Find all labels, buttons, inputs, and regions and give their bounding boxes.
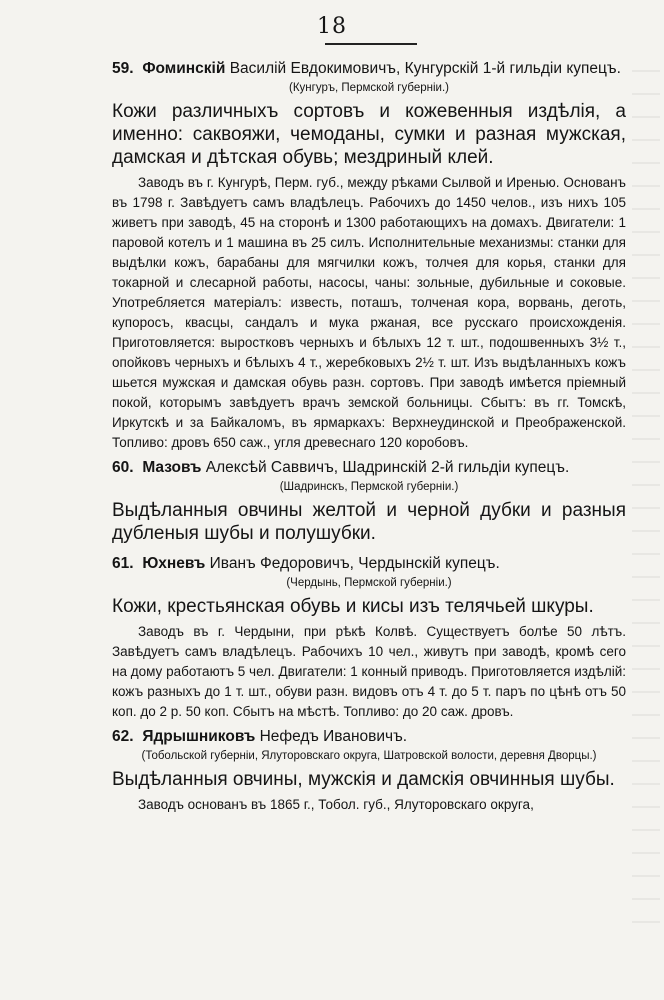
entry-surname: Фоминскій (142, 60, 226, 77)
entry-heading (112, 457, 626, 478)
entry-locality: (Чердынь, Пермской губерніи.) (286, 577, 452, 589)
entry-heading (112, 58, 626, 79)
entry-number: 60. (112, 459, 134, 476)
page-number: 18 (317, 14, 347, 39)
entry-surname: Юхневъ (142, 555, 206, 572)
entry-surname: Ядрышниковъ (142, 728, 256, 745)
entry-heading (112, 726, 626, 747)
entry-59 (112, 58, 626, 453)
entry-locality: (Тобольской губерніи, Ялуторовскаго округа, Шатровской волости, деревня Дворцы.) (141, 750, 597, 762)
entry-name-rest: Алексѣй Саввичъ, Шадринскій 2-й гильдіи купецъ. (201, 459, 570, 476)
entry-number: 61. (112, 555, 134, 572)
entry-surname: Мазовъ (142, 459, 202, 476)
entry-description: Заводъ въ г. Кунгурѣ, Перм. губ., между рѣками Сылвой и Иренью. Основанъ въ 1798 г. Завѣдуетъ самъ владѣлецъ. Рабочихъ до 1450 челов., изъ нихъ 105 живетъ при заводѣ, 45 на сторонѣ и 1300 работающихъ на домахъ. Двигатели: 1 паровой котелъ и 1 машина въ 25 силъ. Исполнительные механизмы: станки для выдѣлки кожъ, барабаны для мягчилки кожъ, толчея для корья, станки для токарной и слесарной работы, насосы, чаны: зольные, дубильные и соковые. Употребляется матеріалъ: известь, поташъ, толченая кора, ворвань, деготь, купоросъ, квасцы, сандалъ и мука ржаная, все русскаго происхожденія. Приготовляется: выростковъ черныхъ и бѣлыхъ 12 т. шт., подошвенныхъ 3½ т., опойковъ черныхъ и бѣлыхъ 4 т., жеребковыхъ 2½ т. шт. Изъ выдѣланныхъ кожъ шьется мужская и дамская обувь разн. сортовъ. При заводѣ имѣется пріемный покой, которымъ завѣдуетъ врачъ земской больницы. Сбытъ: въ гг. Томскѣ, Иркутскѣ и за Байкаломъ, въ ярмаркахъ: Верхнеудинской и Преображенской. Топливо: дровъ 650 саж., угля древеснаго 120 коробовъ. (112, 175, 626, 450)
entry-products: Выдѣланныя овчины, мужскія и дамскія овчинныя шубы. (112, 769, 615, 790)
header-rule (325, 43, 417, 45)
entry-products: Кожи различныхъ сортовъ и кожевенныя издѣлія, а именно: саквояжи, чемоданы, сумки и разная мужская, дамская и дѣтская обувь; мездриный клей. (112, 101, 626, 168)
bleed-through-shadow (632, 70, 660, 930)
entry-description: Заводъ въ г. Чердыни, при рѣкѣ Колвѣ. Существуетъ болѣе 50 лѣтъ. Завѣдуетъ самъ владѣлецъ. Рабочихъ 10 чел., живутъ при заводѣ, кромѣ сего на дому работаютъ 5 чел. Двигатели: 1 конный приводъ. Приготовляется издѣлій: кожъ разныхъ до 1 т. шт., обуви разн. видовъ отъ 4 т. до 5 т. паръ по цѣнѣ отъ 50 коп. до 2 р. 50 коп. Сбытъ на мѣстѣ. Топливо: до 20 саж. дровъ. (112, 624, 626, 719)
entry-name-rest: Василій Евдокимовичъ, Кунгурскій 1-й гильдіи купецъ. (225, 60, 621, 77)
entry-name-rest: Нефедъ Ивановичъ. (255, 728, 408, 745)
entry-62 (112, 726, 626, 815)
page-content (112, 58, 626, 819)
entry-number: 59. (112, 60, 134, 77)
entry-products: Выдѣланныя овчины желтой и черной дубки и разныя дубленыя шубы и полушубки. (112, 500, 626, 544)
entry-number: 62. (112, 728, 134, 745)
entry-61 (112, 553, 626, 722)
entry-description: Заводъ основанъ въ 1865 г., Тобол. губ., Ялуторовскаго округа, (138, 797, 534, 812)
entry-60 (112, 457, 626, 545)
entry-heading (112, 553, 626, 574)
entry-name-rest: Иванъ Федоровичъ, Чердынскій купецъ. (205, 555, 500, 572)
entry-products: Кожи, крестьянская обувь и кисы изъ телячьей шкуры. (112, 596, 594, 617)
entry-locality: (Кунгуръ, Пермской губерніи.) (289, 82, 449, 94)
entry-locality: (Шадринскъ, Пермской губерніи.) (279, 481, 459, 493)
